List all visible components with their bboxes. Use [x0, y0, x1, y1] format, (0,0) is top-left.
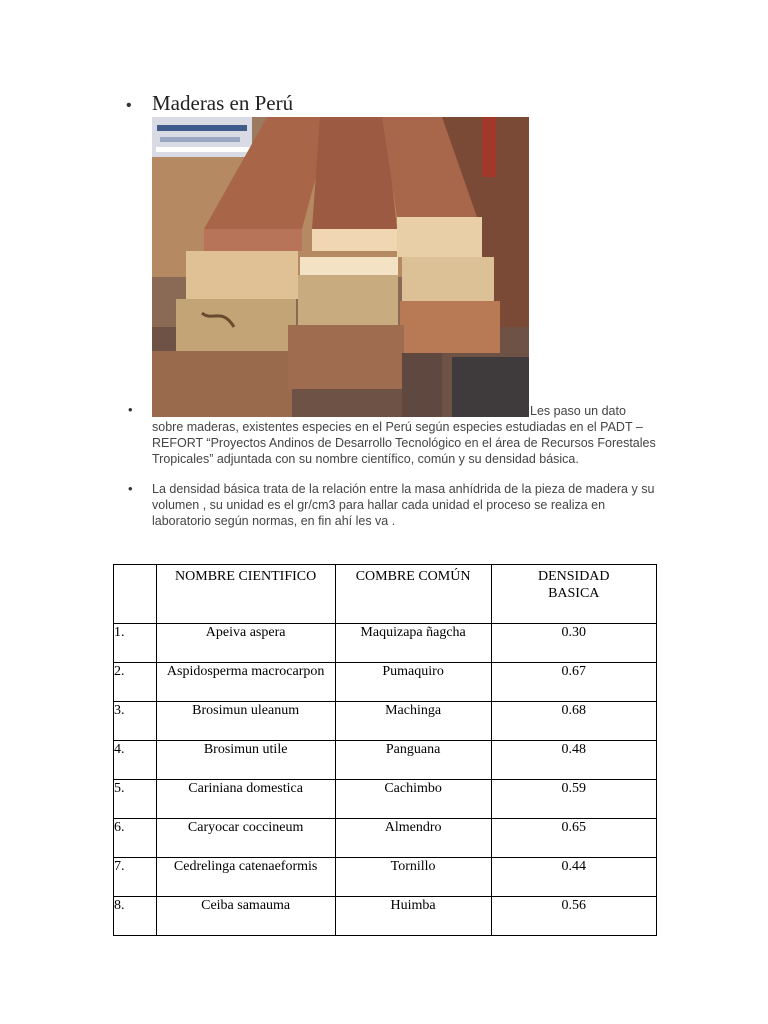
header-num	[114, 565, 157, 624]
bullet-p1: •	[128, 402, 133, 417]
wood-density-table	[113, 564, 657, 936]
bullet-title: •	[126, 97, 132, 114]
row-scientific: Cedrelinga catenaeformis	[156, 858, 335, 897]
table-header-row	[114, 565, 657, 624]
header-scientific-name: NOMBRE CIENTIFICO	[156, 565, 335, 624]
row-common: Maquizapa ñagcha	[335, 624, 491, 663]
row-num: 8.	[114, 897, 157, 936]
row-density: 0.30	[491, 624, 657, 663]
header-common-name: COMBRE COMÚN	[335, 565, 491, 624]
table-row	[114, 897, 657, 936]
row-num: 6.	[114, 819, 157, 858]
row-num: 2.	[114, 663, 157, 702]
row-scientific: Brosimun uleanum	[156, 702, 335, 741]
row-density: 0.65	[491, 819, 657, 858]
row-scientific: Apeiva aspera	[156, 624, 335, 663]
row-common: Huimba	[335, 897, 491, 936]
row-num: 7.	[114, 858, 157, 897]
table-row	[114, 780, 657, 819]
row-num: 1.	[114, 624, 157, 663]
row-scientific: Caryocar coccineum	[156, 819, 335, 858]
row-density: 0.44	[491, 858, 657, 897]
row-density: 0.59	[491, 780, 657, 819]
row-scientific: Ceiba samauma	[156, 897, 335, 936]
table-row	[114, 741, 657, 780]
row-num: 4.	[114, 741, 157, 780]
row-density: 0.68	[491, 702, 657, 741]
paragraph-1: sobre maderas, existentes especies en el Perú según especies estudiadas en el PADT – REFORT “Proyectos Andinos de Desarrollo Tecnológico en el área de Recursos Forestales Tropicales” adjuntada con su nombre científico, común y su densidad básica.	[152, 420, 656, 466]
page-title: Maderas en Perú	[152, 91, 294, 115]
table-row	[114, 624, 657, 663]
row-scientific: Aspidosperma macrocarpon	[156, 663, 335, 702]
table-row	[114, 858, 657, 897]
row-common: Machinga	[335, 702, 491, 741]
table-row	[114, 663, 657, 702]
paragraph-1-lead: Les paso un dato	[530, 404, 626, 418]
row-num: 5.	[114, 780, 157, 819]
header-density-label: DENSIDAD BASICA	[537, 569, 610, 601]
wood-planks-photo	[152, 117, 529, 417]
paragraph-2: La densidad básica trata de la relación entre la masa anhídrida de la pieza de madera y su volumen , su unidad es el gr/cm3 para hallar cada unidad el proceso se realiza en laboratorio según normas, en fin ahí les va .	[152, 482, 655, 528]
row-density: 0.67	[491, 663, 657, 702]
row-density: 0.48	[491, 741, 657, 780]
header-density	[491, 565, 657, 624]
row-scientific: Cariniana domestica	[156, 780, 335, 819]
row-common: Tornillo	[335, 858, 491, 897]
table-row	[114, 702, 657, 741]
row-common: Panguana	[335, 741, 491, 780]
table-row	[114, 819, 657, 858]
row-density: 0.56	[491, 897, 657, 936]
bullet-p2: •	[128, 481, 133, 496]
row-common: Pumaquiro	[335, 663, 491, 702]
row-num: 3.	[114, 702, 157, 741]
row-common: Cachimbo	[335, 780, 491, 819]
row-common: Almendro	[335, 819, 491, 858]
row-scientific: Brosimun utile	[156, 741, 335, 780]
